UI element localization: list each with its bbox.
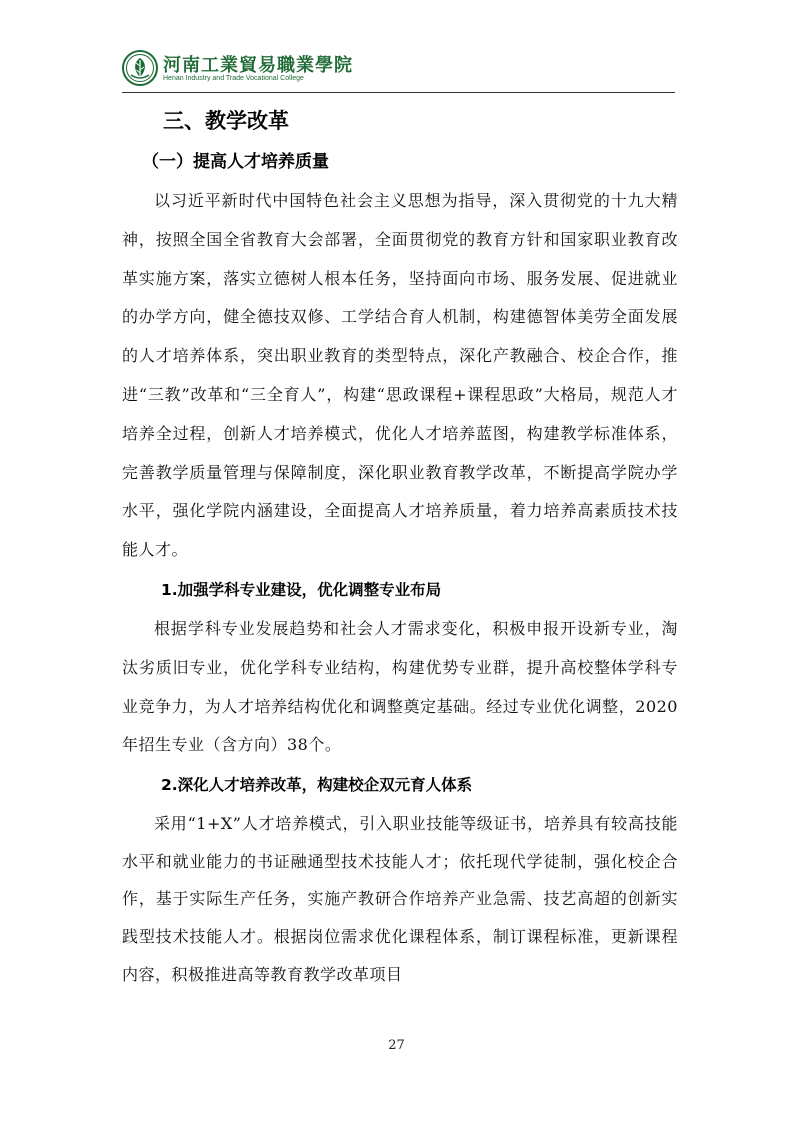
page-number: 27 — [388, 1038, 405, 1053]
page-body — [122, 100, 678, 993]
intro-paragraph: 以习近平新时代中国特色社会主义思想为指导，深入贯彻党的十九大精神，按照全国全省教育大会部署，全面贯彻党的教育方针和国家职业教育改革实施方案，落实立德树人根本任务，坚持面向市场、服务发展、促进就业的办学方向，健全德技双修、工学结合育人机制，构建德智体美劳全面发展的人才培养体系，突出职业教育的类型特点，深化产教融合、校企合作，推进“三教”改革和“三全育人”，构建“思政课程+课程思政”大格局，规范人才培养全过程，创新人才培养模式，优化人才培养蓝图，构建教学标准体系，完善教学质量管理与保障制度，深化职业教育教学改革，不断提高学院办学水平，强化学院内涵建设，全面提高人才培养质量，着力培养高素质技术技能人才。 — [122, 191, 678, 560]
college-name-chinese: 河南工業貿易職業學院 — [163, 55, 353, 76]
section-title: 三、教学改革 — [163, 109, 289, 133]
subsection-title: （一）提高人才培养质量 — [142, 152, 329, 172]
item-1-paragraph: 根据学科专业发展趋势和社会人才需求变化，积极申报开设新专业，淘汰劣质旧专业，优化学科专业结构，构建优势专业群，提升高校整体学科专业竞争力，为人才培养结构优化和调整奠定基础。经过专业优化调整，2020年招生专业（含方向）38个。 — [122, 618, 678, 755]
item-2-paragraph: 采用“1+X”人才培养模式，引入职业技能等级证书，培养具有较高技能水平和就业能力的书证融通型技术技能人才；依托现代学徒制，强化校企合作，基于实际生产任务，实施产教研合作培养产业急需、技艺高超的创新实践型技术技能人才。根据岗位需求优化课程体系，制订课程标准，更新课程内容，积极推进高等教育教学改革项目 — [122, 814, 678, 984]
item-2-heading: 2.深化人才培养改革，构建校企双元育人体系 — [161, 776, 473, 795]
college-logo-icon — [122, 50, 158, 86]
item-1-heading: 1.加强学科专业建设，优化调整专业布局 — [161, 580, 442, 599]
college-name-english: Henan Industry and Trade Vocational College — [163, 75, 304, 82]
page-header — [122, 44, 675, 94]
header-divider — [122, 92, 675, 93]
